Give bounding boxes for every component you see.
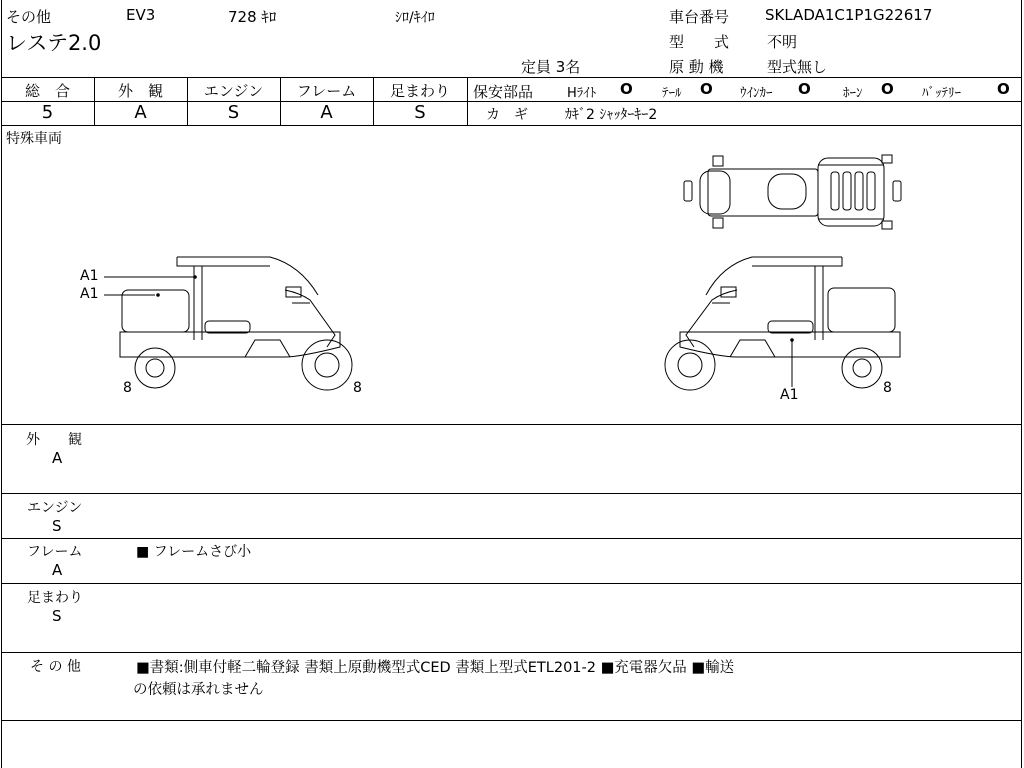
notes-line-2 [1, 538, 1022, 539]
note-exterior-label: 外 観 [26, 432, 82, 448]
capacity: 定員 3名 [521, 58, 581, 76]
right-mark-wheel: 8 [883, 380, 892, 396]
other-label: そ の 他 [30, 659, 81, 675]
notes-line-3 [1, 583, 1022, 584]
grade-engine-label: エンジン [203, 82, 264, 100]
safety-title: 保安部品 [473, 83, 534, 101]
grade-exterior-label: 外 観 [117, 82, 163, 100]
grade-frame-value: A [320, 102, 333, 123]
note-frame-text: ■ フレームさび小 [136, 544, 252, 560]
safety-battery-mark: O [997, 80, 1010, 98]
note-engine-label: エンジン [27, 500, 83, 516]
other-line-2: の依頼は承れません [133, 682, 264, 698]
safety-horn-mark: O [881, 80, 894, 98]
engine-label: 原 動 機 [669, 58, 724, 76]
top-view-icon [684, 155, 901, 229]
safety-taillight-label: ﾃｰﾙ [662, 86, 682, 101]
grade-total-label: 総 合 [24, 82, 70, 100]
note-suspension-grade: S [52, 607, 62, 625]
diagram-title: 特殊車両 [6, 131, 62, 147]
grade-engine-value: S [227, 102, 240, 123]
chassis-label: 車台番号 [669, 8, 730, 26]
safety-horn-label: ﾎｰﾝ [843, 86, 863, 101]
notes-line-1 [1, 493, 1022, 494]
diagram-bottom-line [1, 424, 1022, 425]
mileage: 728 ｷﾛ [228, 8, 277, 26]
note-suspension-label: 足まわり [27, 590, 83, 606]
left-mark-a1-lower: A1 [80, 286, 99, 302]
safety-mid-line [467, 101, 1022, 102]
right-mark-a1: A1 [780, 387, 799, 403]
make: その他 [6, 8, 52, 26]
vehicle-diagram [0, 125, 1022, 424]
grade-suspension-value: S [414, 102, 426, 123]
key-value: ｶｷﾞ2 ｼｬｯﾀｰｷｰ2 [565, 107, 658, 123]
header-bottom-line [1, 77, 1022, 78]
type-label: 型 式 [669, 33, 730, 51]
grade-suspension-label: 足まわり [389, 82, 450, 100]
other-line-1: ■書類:側車付軽二輪登録 書類上原動機型式CED 書類上型式ETL201-2 ■充電器欠品 ■輸送 [136, 660, 735, 676]
model-name: レステ2.0 [6, 31, 102, 55]
safety-winker-mark: O [798, 80, 811, 98]
left-mark-rear-wheel: 8 [123, 380, 132, 396]
left-mark-front-wheel: 8 [353, 380, 362, 396]
type-value: 不明 [767, 33, 798, 51]
safety-winker-label: ｳｲﾝｶｰ [740, 86, 773, 101]
grade-frame-label: フレーム [296, 82, 357, 100]
engine-value: 型式無し [767, 58, 828, 76]
grade-divider-5 [467, 77, 468, 125]
note-engine-grade: S [52, 517, 62, 535]
safety-headlight-mark: O [620, 80, 633, 98]
left-mark-a1-upper: A1 [80, 268, 99, 284]
notes-line-4 [1, 652, 1022, 653]
safety-taillight-mark: O [700, 80, 713, 98]
note-exterior-grade: A [52, 449, 63, 467]
safety-battery-label: ﾊﾞｯﾃﾘｰ [922, 86, 961, 101]
note-frame-label: フレーム [27, 544, 83, 560]
right-side-view-icon [665, 257, 900, 390]
color: ｼﾛ/ｷｲﾛ [395, 10, 435, 26]
grade-total-value: 5 [41, 102, 54, 123]
grade-exterior-value: A [134, 102, 147, 123]
key-label: カ ギ [486, 107, 528, 123]
chassis-value: SKLADA1C1P1G22617 [765, 6, 933, 24]
note-frame-grade: A [52, 561, 63, 579]
safety-headlight-label: Hﾗｲﾄ [567, 86, 597, 101]
model-code: EV3 [126, 6, 156, 24]
left-leader-lines [104, 277, 195, 295]
notes-bottom-line [1, 720, 1022, 721]
